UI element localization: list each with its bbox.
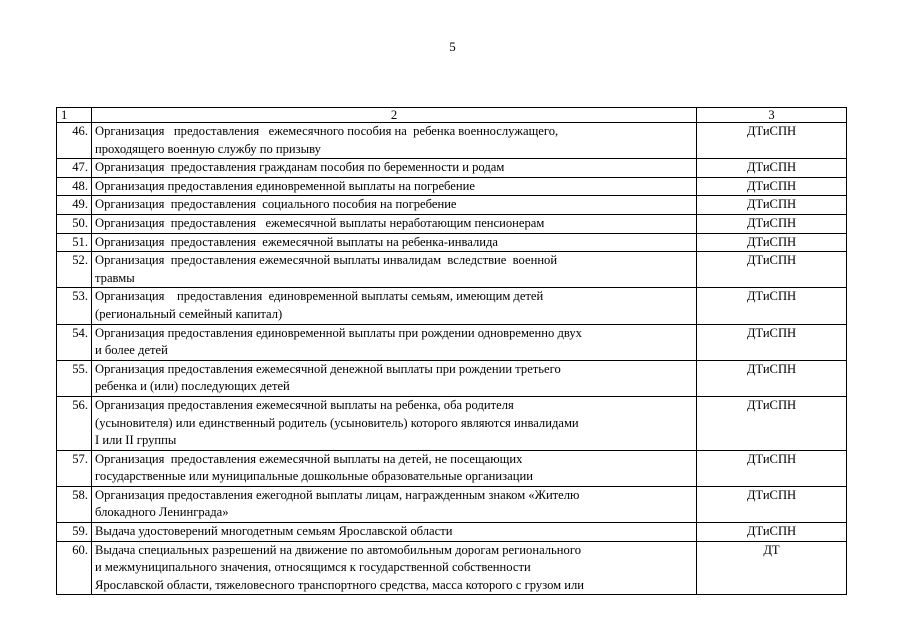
service-name-line: Организация предоставления гражданам пособия по беременности и родам <box>95 160 505 175</box>
service-name <box>92 541 697 595</box>
service-name <box>92 324 697 360</box>
service-name-line: и более детей <box>95 343 168 358</box>
table-row <box>57 177 847 196</box>
table-row <box>57 252 847 288</box>
service-name-line: Организация предоставления ежемесячной выплаты неработающим пенсионерам <box>95 215 545 230</box>
responsible-department: ДТиСПН <box>697 214 847 233</box>
table-row <box>57 196 847 215</box>
service-name-line: I или II группы <box>95 433 177 448</box>
table-header-row <box>57 108 847 123</box>
responsible-department: ДТиСПН <box>697 523 847 542</box>
row-number: 57. <box>57 450 92 486</box>
service-name-line: Организация предоставления ежемесячной выплаты на ребенка-инвалида <box>95 234 498 249</box>
responsible-department: ДТиСПН <box>697 396 847 450</box>
service-name-line: проходящего военную службу по призыву <box>95 141 321 156</box>
responsible-department: ДТиСПН <box>697 450 847 486</box>
row-number: 49. <box>57 196 92 215</box>
row-number: 58. <box>57 486 92 522</box>
table-row <box>57 159 847 178</box>
service-name-line: Организация предоставления ежемесячной выплаты на ребенка, оба родителя <box>95 397 514 412</box>
service-name-line: Организация предоставления ежемесячного пособия на ребенка военнослужащего, <box>95 124 559 138</box>
table-row <box>57 450 847 486</box>
table-row <box>57 541 847 595</box>
responsible-department: ДТиСПН <box>697 177 847 196</box>
table-row <box>57 360 847 396</box>
row-number: 53. <box>57 288 92 324</box>
service-name <box>92 288 697 324</box>
table-row <box>57 486 847 522</box>
responsible-department: ДТиСПН <box>697 123 847 159</box>
service-name <box>92 214 697 233</box>
table-row <box>57 123 847 159</box>
service-name-line: Организация предоставления единовременной выплаты семьям, имеющим детей <box>95 289 544 304</box>
table-row <box>57 396 847 450</box>
service-name-line: Организация предоставления ежемесячной денежной выплаты при рождении третьего <box>95 361 561 376</box>
service-name-line: блокадного Ленинграда» <box>95 505 229 520</box>
service-name-line: Организация предоставления единовременной выплаты при рождении одновременно двух <box>95 325 582 340</box>
table-row <box>57 233 847 252</box>
row-number: 51. <box>57 233 92 252</box>
header-col-3: 3 <box>697 108 847 123</box>
responsible-department: ДТиСПН <box>697 252 847 288</box>
service-name <box>92 159 697 178</box>
services-table <box>56 107 847 595</box>
service-name-line: Ярославской области, тяжеловесного транспортного средства, масса которого с грузом или <box>95 577 585 592</box>
row-number: 60. <box>57 541 92 595</box>
row-number: 59. <box>57 523 92 542</box>
service-name-line: Выдача специальных разрешений на движение по автомобильным дорогам регионального <box>95 542 581 557</box>
row-number: 56. <box>57 396 92 450</box>
service-name-line: Организация предоставления ежемесячной выплаты инвалидам вследствие военной <box>95 253 558 268</box>
table-row <box>57 214 847 233</box>
row-number: 48. <box>57 177 92 196</box>
service-name-line: Организация предоставления ежегодной выплаты лицам, награжденным знаком «Жителю <box>95 487 580 502</box>
row-number: 54. <box>57 324 92 360</box>
service-name <box>92 396 697 450</box>
service-name-line: Организация предоставления ежемесячной выплаты на детей, не посещающих <box>95 451 523 466</box>
table-row <box>57 288 847 324</box>
service-name-line: травмы <box>95 270 135 285</box>
service-name <box>92 360 697 396</box>
table-row <box>57 324 847 360</box>
service-name <box>92 450 697 486</box>
service-name <box>92 233 697 252</box>
service-name-line: государственные или муниципальные дошкольные образовательные организации <box>95 469 533 484</box>
responsible-department: ДТиСПН <box>697 196 847 215</box>
responsible-department: ДТиСПН <box>697 233 847 252</box>
table-row <box>57 523 847 542</box>
responsible-department: ДТиСПН <box>697 159 847 178</box>
service-name-line: Организация предоставления социального пособия на погребение <box>95 197 457 212</box>
service-name-line: (региональный семейный капитал) <box>95 306 283 321</box>
service-name-line: Организация предоставления единовременной выплаты на погребение <box>95 178 475 193</box>
header-col-2: 2 <box>92 108 697 123</box>
row-number: 47. <box>57 159 92 178</box>
header-col-1: 1 <box>57 108 92 123</box>
responsible-department: ДТ <box>697 541 847 595</box>
service-name <box>92 523 697 542</box>
page-number: 5 <box>449 39 456 54</box>
row-number: 55. <box>57 360 92 396</box>
service-name <box>92 123 697 159</box>
service-name <box>92 196 697 215</box>
row-number: 50. <box>57 214 92 233</box>
service-name <box>92 486 697 522</box>
row-number: 46. <box>57 123 92 159</box>
service-name <box>92 177 697 196</box>
service-name-line: Выдача удостоверений многодетным семьям Ярославской области <box>95 524 453 539</box>
service-name-line: и межмуниципального значения, относящимся к государственной собственности <box>95 560 531 575</box>
responsible-department: ДТиСПН <box>697 360 847 396</box>
service-name-line: ребенка и (или) последующих детей <box>95 379 290 394</box>
responsible-department: ДТиСПН <box>697 288 847 324</box>
row-number: 52. <box>57 252 92 288</box>
responsible-department: ДТиСПН <box>697 324 847 360</box>
responsible-department: ДТиСПН <box>697 486 847 522</box>
service-name <box>92 252 697 288</box>
service-name-line: (усыновителя) или единственный родитель (усыновитель) которого являются инвалидами <box>95 415 579 430</box>
